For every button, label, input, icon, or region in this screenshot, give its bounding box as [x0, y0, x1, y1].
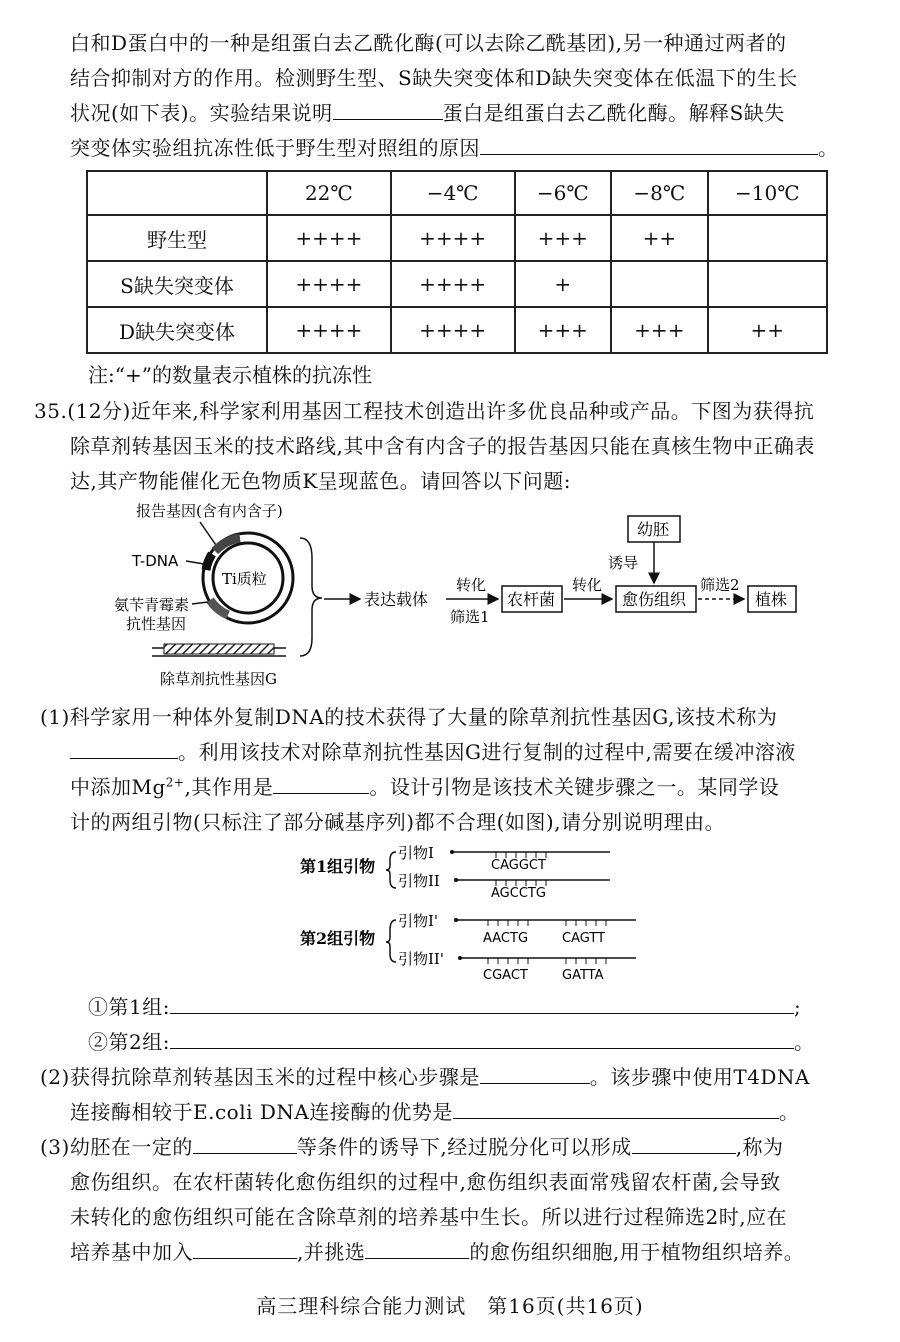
q2-line-1	[40, 1060, 870, 1095]
header-cell: 22℃	[267, 171, 391, 215]
answer-blank[interactable]	[193, 1236, 297, 1259]
q2-text: 。该步骤中使用T4DNA	[589, 1065, 810, 1089]
q1-text: 中添加Mg	[70, 775, 166, 799]
table-row	[87, 215, 827, 261]
table-cell: ++++	[267, 261, 391, 307]
screen-2-label: 筛选2	[700, 576, 740, 594]
q3-line-4	[70, 1235, 870, 1270]
amp-label-line-2: 抗性基因	[126, 615, 187, 633]
q1-line-1: (1)科学家用一种体外复制DNA的技术获得了大量的除草剂抗性基因G,该技术称为	[40, 705, 778, 729]
q1-text: 。设计引物是该技术关键步骤之一。某同学设	[369, 775, 780, 799]
answer-blank[interactable]	[365, 1236, 469, 1259]
g1-p1-seq: CAGGCT	[491, 858, 546, 873]
table-cell: ++++	[391, 307, 515, 353]
intro-text: 蛋白是组蛋白去乙酰化酶。解释S缺失	[442, 101, 785, 125]
table-cell: +++	[515, 307, 612, 353]
reporter-pointer	[200, 522, 218, 548]
table-cell: ++++	[391, 215, 515, 261]
q1-line-4: 计的两组引物(只标注了部分碱基序列)都不合理(如图),请分别说明理由。	[70, 810, 726, 834]
table-cell: ++++	[267, 307, 391, 353]
q3-text: 的愈伤组织细胞,用于植物组织培养。	[469, 1240, 805, 1264]
table-cell: ++++	[391, 261, 515, 307]
embryo-label: 幼胚	[637, 520, 670, 539]
g2-p2-seq-a: CGACT	[483, 968, 528, 983]
answer-blank[interactable]	[170, 991, 794, 1014]
amp-label-line-1: 氨苄青霉素	[114, 596, 190, 614]
group-2-brace	[386, 920, 396, 962]
tdna-pointer	[186, 561, 204, 564]
g2-p2-seq-b: GATTA	[562, 968, 604, 983]
intro-line-1: 白和D蛋白中的一种是组蛋白去乙酰化酶(可以去除乙酰基团),另一种通过两者的	[70, 31, 787, 55]
q1-text: ,其作用是	[184, 775, 274, 799]
intro-line-2: 结合抑制对方的作用。检测野生型、S缺失突变体和D缺失突变体在低温下的生长	[70, 66, 798, 90]
q3-line-1	[40, 1130, 870, 1165]
induce-label: 诱导	[608, 554, 639, 572]
q1-text: 。利用该技术对除草剂抗性基因G进行复制的过程中,需要在缓冲溶液	[178, 740, 796, 764]
table-cell: ++	[611, 215, 708, 261]
answer-label: ①第1组:	[88, 995, 170, 1019]
vector-label: 表达载体	[364, 590, 429, 609]
q1-line-3	[70, 770, 870, 805]
table-row	[87, 307, 827, 353]
answer-end: ;	[793, 995, 802, 1019]
transform-1-label: 转化	[456, 576, 487, 594]
row-label: 野生型	[87, 215, 267, 261]
table-cell	[708, 215, 827, 261]
header-cell: −4℃	[391, 171, 515, 215]
callus-label: 愈伤组织	[622, 590, 687, 609]
intro-text: 状况(如下表)。实验结果说明	[70, 101, 333, 125]
g1-p2-seq: AGCCTG	[491, 886, 546, 901]
answer-blank[interactable]	[273, 771, 369, 794]
page-footer: 高三理科综合能力测试 第16页(共16页)	[256, 1294, 644, 1318]
plasmid-label: Ti质粒	[222, 570, 267, 588]
g2-primer-2-label: 引物II'	[398, 950, 444, 968]
answer-group-1	[88, 990, 868, 1025]
screen-1-label: 筛选1	[450, 608, 490, 626]
table-cell	[708, 261, 827, 307]
q3-text: 等条件的诱导下,经过脱分化可以形成	[296, 1135, 632, 1159]
intro-line-4	[70, 131, 870, 166]
q2-text: 连接酶相较于E.coli DNA连接酶的优势是	[70, 1100, 453, 1124]
header-cell	[87, 171, 267, 215]
table-cell: ++	[708, 307, 827, 353]
g2-primer-1-label: 引物I'	[398, 912, 439, 930]
header-cell: −10℃	[708, 171, 827, 215]
answer-blank[interactable]	[453, 1096, 779, 1119]
primer-figure	[300, 838, 640, 988]
table-cell: +++	[611, 307, 708, 353]
transform-2-label: 转化	[572, 576, 603, 594]
intro-line-3	[70, 96, 870, 131]
group-1-brace	[386, 852, 396, 888]
intro-text: 。	[818, 136, 839, 160]
q1-line-2	[70, 735, 870, 770]
tdna-label: T-DNA	[132, 552, 179, 570]
answer-blank[interactable]	[333, 97, 443, 120]
intro-text: 突变体实验组抗冻性低于野生型对照组的原因	[70, 136, 480, 160]
plant-label: 植株	[755, 590, 788, 609]
answer-group-2	[88, 1025, 868, 1060]
gene-g-label: 除草剂抗性基因G	[160, 670, 277, 688]
table-cell	[611, 261, 708, 307]
table-cell: +++	[515, 215, 612, 261]
table-row	[87, 261, 827, 307]
answer-end: 。	[793, 1030, 815, 1054]
table-note: 注:“+”的数量表示植株的抗冻性	[88, 363, 372, 387]
answer-blank[interactable]	[632, 1131, 736, 1154]
q3-text: (3)幼胚在一定的	[40, 1135, 193, 1159]
group-1-label: 第1组引物	[300, 857, 376, 876]
superscript: 2+	[165, 775, 185, 790]
g1-primer-1-label: 引物I	[398, 844, 434, 862]
header-cell: −8℃	[611, 171, 708, 215]
answer-blank[interactable]	[193, 1131, 297, 1154]
q3-text: 培养基中加入	[70, 1240, 193, 1264]
technical-route-diagram	[100, 498, 820, 694]
answer-blank[interactable]	[70, 736, 178, 759]
g2-p1-seq-a: AACTG	[483, 931, 529, 946]
q2-text: 。	[778, 1100, 800, 1124]
q35-line-2: 除草剂转基因玉米的技术路线,其中含有内含子的报告基因只能在真核生物中正确表	[70, 434, 815, 458]
g2-p1-ticks	[488, 920, 606, 926]
header-cell: −6℃	[515, 171, 612, 215]
table-cell: +	[515, 261, 612, 307]
row-label: S缺失突变体	[87, 261, 267, 307]
amp-pointer	[192, 602, 208, 604]
answer-blank[interactable]	[480, 132, 818, 155]
q3-text: ,并挑选	[297, 1240, 366, 1264]
row-label: D缺失突变体	[87, 307, 267, 353]
reporter-gene-label: 报告基因(含有内含子)	[136, 502, 283, 520]
brace	[300, 538, 322, 656]
g2-p1-seq-b: CAGTT	[562, 931, 606, 946]
q35-line-1: 35.(12分)近年来,科学家利用基因工程技术创造出许多优良品种或产品。下图为获得抗	[34, 399, 815, 423]
q3-line-2: 愈伤组织。在农杆菌转化愈伤组织的过程中,愈伤组织表面常残留农杆菌,会导致	[70, 1170, 781, 1194]
amp-gene-segment	[210, 600, 228, 615]
agrobacterium-label: 农杆菌	[507, 590, 556, 609]
group-2-label: 第2组引物	[300, 929, 376, 948]
g2-p2-ticks	[488, 958, 606, 964]
answer-blank[interactable]	[170, 1026, 794, 1049]
results-table	[86, 170, 828, 354]
g1-primer-2-label: 引物II	[398, 872, 440, 890]
q2-line-2	[70, 1095, 870, 1130]
q35-line-3: 达,其产物能催化无色物质K呈现蓝色。请回答以下问题:	[70, 469, 572, 493]
answer-blank[interactable]	[480, 1061, 590, 1084]
q2-text: (2)获得抗除草剂转基因玉米的过程中核心步骤是	[40, 1065, 480, 1089]
table-cell: ++++	[267, 215, 391, 261]
q3-text: ,称为	[735, 1135, 784, 1159]
q3-line-3: 未转化的愈伤组织可能在含除草剂的培养基中生长。所以进行过程筛选2时,应在	[70, 1205, 788, 1229]
table-header-row	[87, 171, 827, 215]
answer-label: ②第2组:	[88, 1030, 170, 1054]
gene-g-hatched-bar	[164, 644, 274, 654]
tdna-segment	[206, 554, 212, 570]
